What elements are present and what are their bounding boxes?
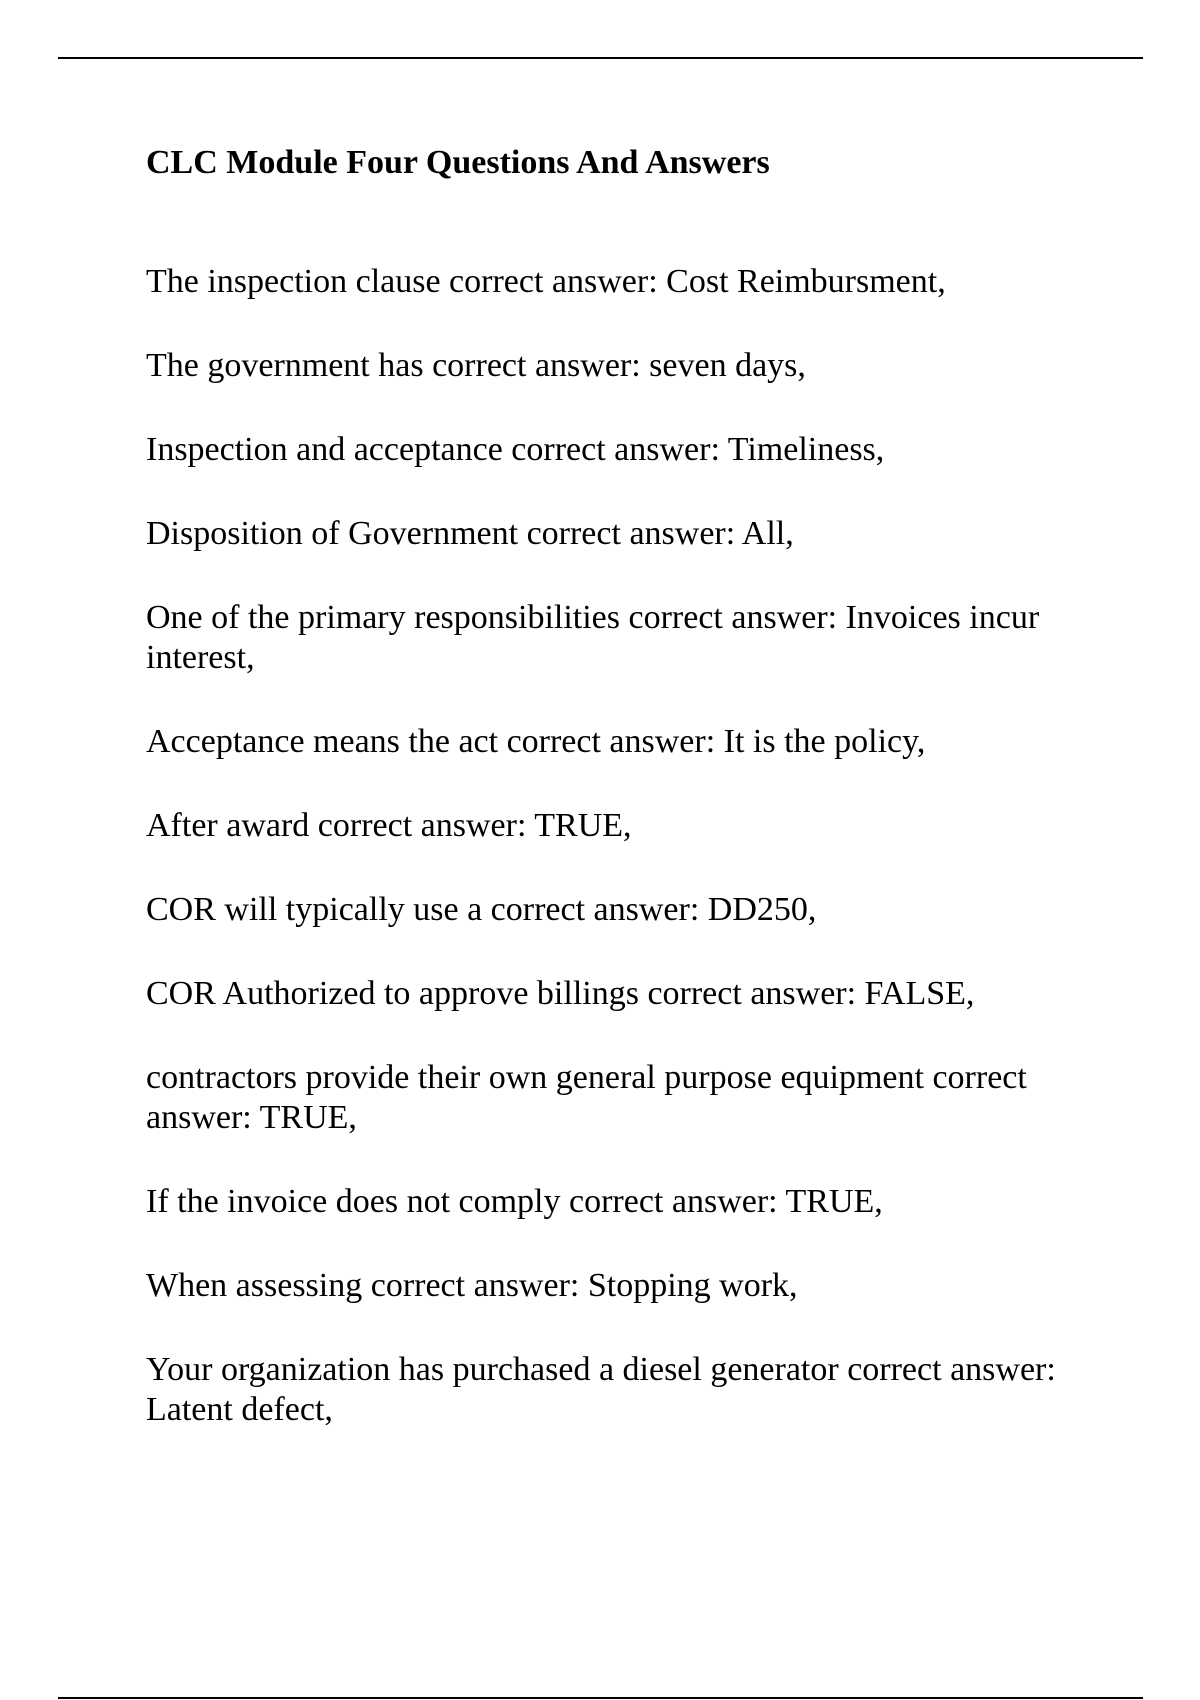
qa-list [146, 262, 1096, 1430]
qa-item: COR Authorized to approve billings correct answer: FALSE, [146, 975, 975, 1012]
qa-item: The inspection clause correct answer: Cost Reimbursment, [146, 263, 946, 300]
document-body [146, 142, 1096, 1474]
bottom-divider [58, 1697, 1143, 1699]
document-title: CLC Module Four Questions And Answers [146, 144, 770, 181]
qa-item: One of the primary responsibilities correct answer: Invoices incur interest, [146, 599, 1040, 676]
qa-item: After award correct answer: TRUE, [146, 807, 632, 844]
qa-item: Acceptance means the act correct answer: It is the policy, [146, 723, 926, 760]
qa-item: Your organization has purchased a diesel generator correct answer: Latent defect, [146, 1351, 1056, 1428]
qa-item: If the invoice does not comply correct answer: TRUE, [146, 1183, 883, 1220]
qa-item: COR will typically use a correct answer: DD250, [146, 891, 817, 928]
qa-item: The government has correct answer: seven days, [146, 347, 806, 384]
qa-item: Disposition of Government correct answer: All, [146, 515, 794, 552]
top-divider [58, 57, 1143, 59]
qa-item: Inspection and acceptance correct answer: Timeliness, [146, 431, 885, 468]
qa-item: When assessing correct answer: Stopping work, [146, 1267, 798, 1304]
qa-item: contractors provide their own general purpose equipment correct answer: TRUE, [146, 1059, 1027, 1136]
